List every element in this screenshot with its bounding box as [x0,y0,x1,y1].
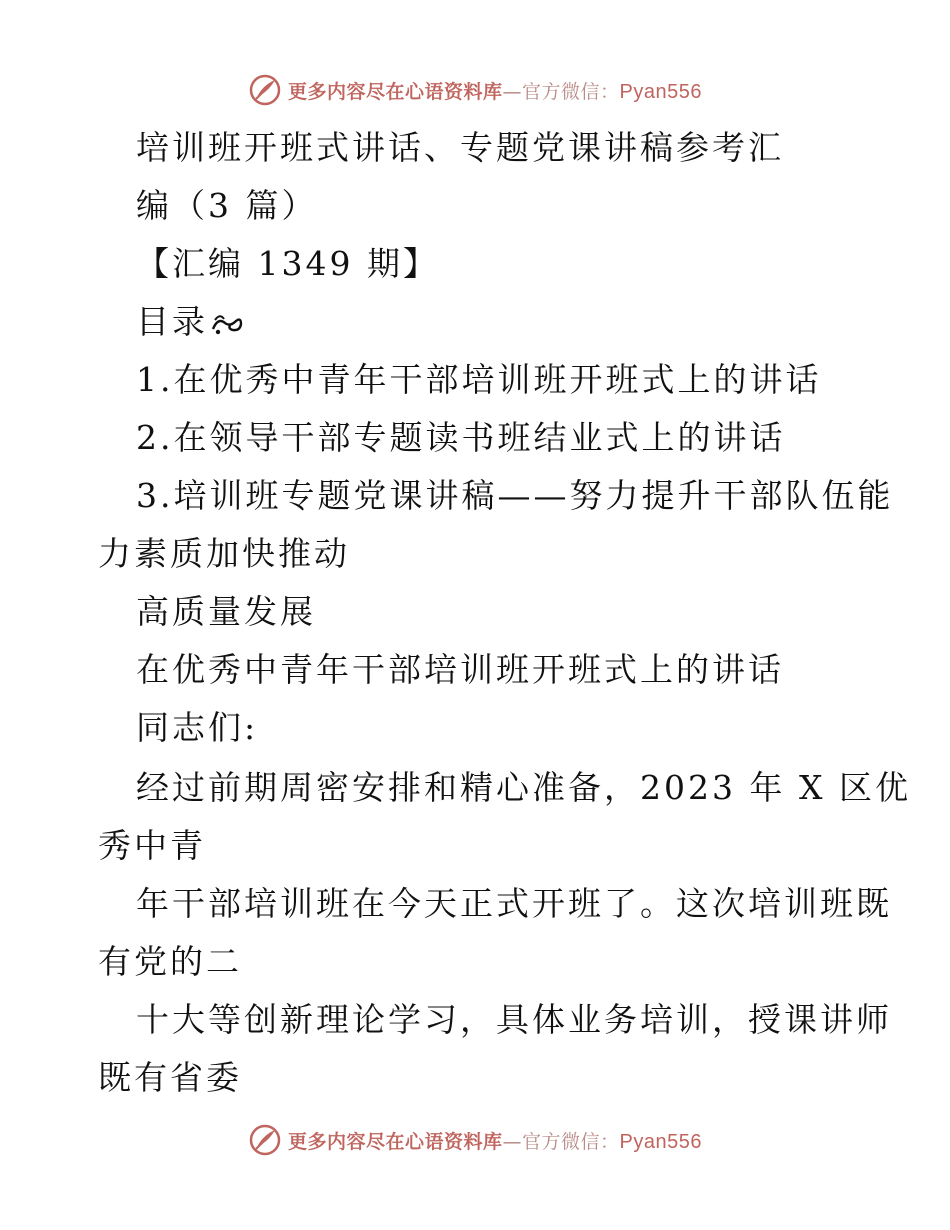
toc-item-3: 3.培训班专题党课讲稿——努力提升干部队伍能 [136,476,894,515]
watermark-wechat-id: Pyan556 [619,80,702,103]
watermark-separator: — [502,1130,523,1153]
toc-item-1: 1.在优秀中青年干部培训班开班式上的讲话 [136,360,822,399]
doc-title-line-1: 培训班开班式讲话、专题党课讲稿参考汇 [136,128,784,167]
toc-item-3-cont-2: 高质量发展 [136,592,316,631]
toc-item-2: 2.在领导干部专题读书班结业式上的讲话 [136,418,786,457]
section-heading: 在优秀中青年干部培训班开班式上的讲话 [136,650,784,689]
toc-item-3-cont-1: 力素质加快推动 [98,534,350,573]
watermark-main-text: 更多内容尽在心语资料库 [288,1130,503,1153]
quill-logo-icon [248,1123,282,1157]
quill-logo-icon [248,73,282,107]
ornament-icon [210,311,244,337]
paragraph-line-2: 秀中青 [98,826,206,865]
paragraph-line-5: 十大等创新理论学习，具体业务培训，授课讲师 [136,1000,892,1039]
paragraph-line-4: 有党的二 [98,942,242,981]
watermark-subtext: 官方微信： [522,1130,620,1153]
header-watermark [0,70,950,110]
watermark-main-text: 更多内容尽在心语资料库 [288,80,503,103]
salutation: 同志们: [136,708,259,747]
paragraph-line-3: 年干部培训班在今天正式开班了。这次培训班既 [136,884,892,923]
footer-watermark [0,1120,950,1160]
watermark-wechat-id: Pyan556 [619,1130,702,1153]
toc-heading [136,302,244,342]
issue-number: 【汇编 1349 期】 [136,244,439,283]
toc-heading-text: 目录 [136,302,208,341]
watermark-subtext: 官方微信： [522,80,620,103]
watermark-separator: — [502,80,523,103]
doc-title-line-2: 编（3 篇） [136,186,318,225]
paragraph-line-6: 既有省委 [98,1058,242,1097]
paragraph-line-1: 经过前期周密安排和精心准备，2023 年 X 区优 [136,768,911,807]
